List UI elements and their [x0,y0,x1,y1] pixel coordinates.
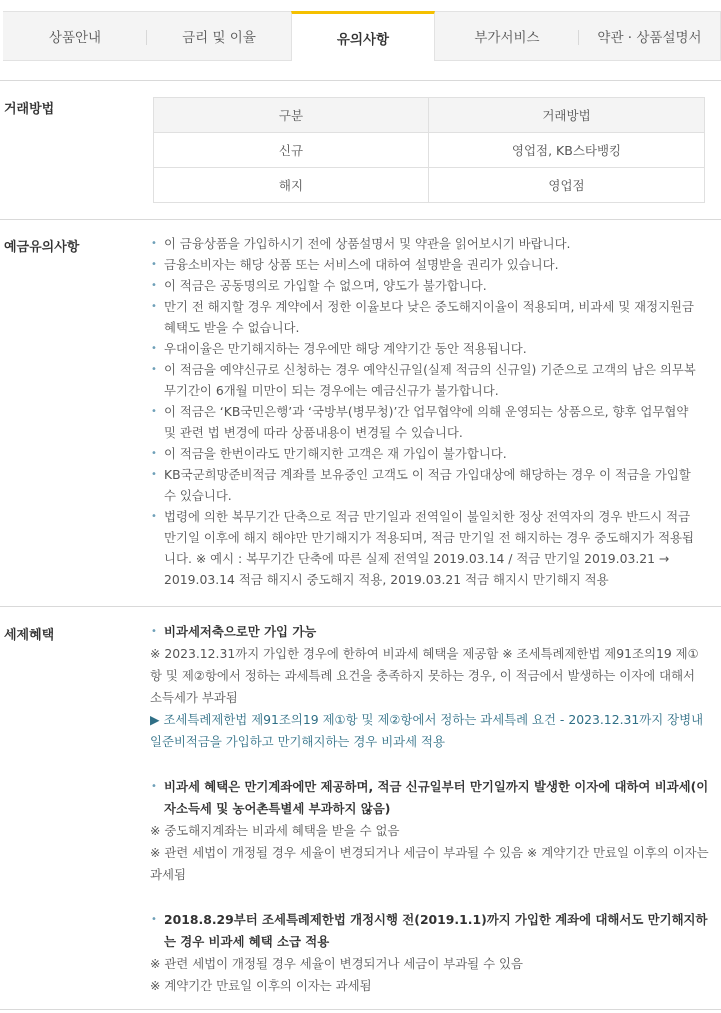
list-item: • 이 적금은 ‘KB국민은행’과 ‘국방부(병무청)’간 업무협약에 의해 운영되는 상품으로, 향후 업무협약 및 관련 법 변경에 따라 상품내용이 변경될 수 있습니다. [150,401,702,443]
tax-note: ※ 2023.12.31까지 가입한 경우에 한하여 비과세 혜택을 제공함 ※ 조세특례제한법 제91조의19 제①항 및 제②항에서 정하는 과세특례 요건을 충족하지 못하는 경우, 이 적금에서 발생하는 이자에 대해서 소득세가 부과됨 [150,646,699,705]
list-item: • 법령에 의한 복무기간 단축으로 적금 만기일과 전역일이 불일치한 정상 전역자의 경우 반드시 적금 만기일 이후에 해지 해야만 만기해지가 적용되며, 적금 만기일 전 해지하는 경우 중도해지가 적용됩니다. ※ 예시 : 복무기간 단축에 따른 실제 전역일 2019.03.14 / 적금 만기일 2019.03.21 → 2019.03.14 적금 해지시 중도해지 적용, 2019.03.21 적금 해지시 만기해지 적용 [150,506,702,590]
tax-note: ※ 계약기간 만료일 이후의 이자는 과세됨 [150,978,372,993]
tab-additional-services[interactable] [435,11,579,61]
table-cell: 해지 [154,168,429,203]
list-item: • 금융소비자는 해당 상품 또는 서비스에 대하여 설명받을 권리가 있습니다. [150,254,702,275]
tab-label: 부가서비스 [474,30,540,46]
table-row [154,133,705,168]
deposit-notice-list [150,233,702,590]
section-title-trade-method: 거래방법 [4,102,55,117]
tab-interest-rate[interactable] [147,11,291,61]
table-cell: 영업점, KB스타뱅킹 [429,133,705,168]
section-title-tax-benefit: 세제혜택 [4,628,55,643]
trade-method-table [153,97,705,203]
tax-block-heading: • 2018.8.29부터 조세특례제한법 개정시행 전(2019.1.1)까지 가입한 계좌에 대해서도 만기해지하는 경우 비과세 혜택 소급 적용 [150,909,710,953]
tab-label: 약관 · 상품설명서 [597,30,702,46]
tax-note: ※ 관련 세법이 개정될 경우 세율이 변경되거나 세금이 부과될 수 있음 [150,956,523,971]
divider [0,219,721,220]
tab-label: 상품안내 [48,30,102,46]
table-cell: 영업점 [429,168,705,203]
section-title-deposit-notice: 예금유의사항 [4,240,80,255]
tab-terms-documents[interactable] [579,11,721,61]
table-header: 구분 [154,98,429,133]
list-item: • 이 적금은 공동명의로 가입할 수 없으며, 양도가 불가합니다. [150,275,702,296]
divider [0,1009,721,1010]
table-header-row [154,98,705,133]
list-item: • 이 적금을 한번이라도 만기해지한 고객은 재 가입이 불가합니다. [150,443,702,464]
list-item: • 이 적금을 예약신규로 신청하는 경우 예약신규일(실제 적금의 신규일) 기준으로 고객의 남은 의무복무기간이 6개월 미만이 되는 경우에는 예금신규가 불가합니다. [150,359,702,401]
tab-label: 금리 및 이율 [182,30,256,46]
tax-block-heading: • 비과세 혜택은 만기계좌에만 제공하며, 적금 신규일부터 만기일까지 발생한 이자에 대하여 비과세(이자소득세 및 농어촌특별세 부과하지 않음) [150,776,710,820]
tax-block-1 [150,621,710,753]
tax-note: ※ 관련 세법이 개정될 경우 세율이 변경되거나 세금이 부과될 수 있음 ※ 계약기간 만료일 이후의 이자는 과세됨 [150,845,709,882]
tab-label: 유의사항 [336,31,390,48]
tab-product-info[interactable] [3,11,147,61]
tab-precautions[interactable] [291,11,435,61]
table-header: 거래방법 [429,98,705,133]
list-item: • 우대이율은 만기해지하는 경우에만 해당 계약기간 동안 적용됩니다. [150,338,702,359]
divider [0,606,721,607]
tax-note: ※ 중도해지계좌는 비과세 혜택을 받을 수 없음 [150,823,400,838]
tax-block-heading: • 비과세저축으로만 가입 가능 [150,621,710,643]
tab-bar [3,11,721,61]
list-item: • KB국군희망준비적금 계좌를 보유중인 고객도 이 적금 가입대상에 해당하는 경우 이 적금을 가입할 수 있습니다. [150,464,702,506]
list-item: • 이 금융상품을 가입하시기 전에 상품설명서 및 약관을 읽어보시기 바랍니다. [150,233,702,254]
tax-block-3 [150,909,710,997]
tax-block-2 [150,776,710,886]
list-item: • 만기 전 해지할 경우 계약에서 정한 이율보다 낮은 중도해지이율이 적용되며, 비과세 및 재정지원금 혜택도 받을 수 없습니다. [150,296,702,338]
divider [0,80,721,81]
table-cell: 신규 [154,133,429,168]
table-row [154,168,705,203]
tax-condition-link[interactable]: ▶ 조세특례제한법 제91조의19 제①항 및 제②항에서 정하는 과세특례 요건 - 2023.12.31까지 장병내일준비적금을 가입하고 만기해지하는 경우 비과세 적용 [150,712,704,749]
